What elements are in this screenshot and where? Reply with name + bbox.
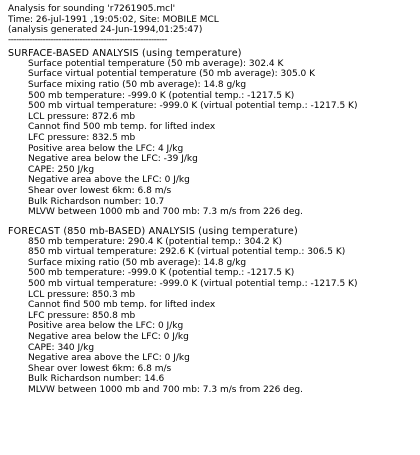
forecast-section-lines xyxy=(8,237,416,396)
surface-line: Shear over lowest 6km: 6.8 m/s xyxy=(28,185,172,196)
surface-line: 500 mb temperature: -999.0 K (potential temp.: -1217.5 K) xyxy=(28,90,295,101)
forecast-line: 500 mb virtual temperature: -999.0 K (virtual potential temp.: -1217.5 K) xyxy=(28,279,358,290)
surface-line: Positive area below the LFC: 4 J/kg xyxy=(28,143,184,154)
forecast-line: 500 mb temperature: -999.0 K (potential temp.: -1217.5 K) xyxy=(28,268,295,279)
analysis-generated-date: (analysis generated 24-Jun-1994,01:25:47) xyxy=(8,25,203,36)
surface-line: 500 mb virtual temperature: -999.0 K (virtual potential temp.: -1217.5 K) xyxy=(28,101,358,112)
forecast-section-title: FORECAST (850 mb-BASED) ANALYSIS (using temperature) xyxy=(8,225,298,237)
forecast-line: Positive area below the LFC: 0 J/kg xyxy=(28,321,184,332)
forecast-line: LCL pressure: 850.3 mb xyxy=(28,289,136,300)
forecast-line: Negative area below the LFC: 0 J/kg xyxy=(28,332,189,343)
surface-line: Surface virtual potential temperature (50 mb average): 305.0 K xyxy=(28,69,316,80)
surface-section-title: SURFACE-BASED ANALYSIS (using temperature) xyxy=(8,47,242,59)
surface-line: MLVW between 1000 mb and 700 mb: 7.3 m/s from 226 deg. xyxy=(28,207,303,218)
forecast-line: MLVW between 1000 mb and 700 mb: 7.3 m/s from 226 deg. xyxy=(28,385,303,395)
surface-line: LFC pressure: 832.5 mb xyxy=(28,132,136,143)
surface-line: Cannot find 500 mb temp. for lifted index xyxy=(28,122,216,133)
surface-line: Surface mixing ratio (50 mb average): 14.8 g/kg xyxy=(28,79,247,90)
surface-line: CAPE: 250 J/kg xyxy=(28,164,95,175)
surface-line: Bulk Richardson number: 10.7 xyxy=(28,196,165,207)
surface-line: Negative area below the LFC: -39 J/kg xyxy=(28,154,198,165)
sounding-time-site: Time: 26-jul-1991 ,19:05:02, Site: MOBILE MCL xyxy=(8,14,219,25)
forecast-line: Shear over lowest 6km: 6.8 m/s xyxy=(28,363,172,374)
analysis-document xyxy=(8,4,416,396)
forecast-line: LFC pressure: 850.8 mb xyxy=(28,310,136,321)
forecast-line: 850 mb virtual temperature: 292.6 K (virtual potential temp.: 306.5 K) xyxy=(28,247,346,258)
forecast-line: Bulk Richardson number: 14.6 xyxy=(28,374,165,385)
forecast-line: Cannot find 500 mb temp. for lifted index xyxy=(28,300,216,311)
forecast-line: CAPE: 340 J/kg xyxy=(28,342,95,353)
forecast-line: Surface mixing ratio (50 mb average): 14.8 g/kg xyxy=(28,257,247,268)
surface-line: Surface potential temperature (50 mb average): 302.4 K xyxy=(28,58,284,69)
forecast-line: 850 mb temperature: 290.4 K (potential temp.: 304.2 K) xyxy=(28,236,282,247)
surface-line: Negative area above the LFC: 0 J/kg xyxy=(28,175,190,186)
sounding-title: Analysis for sounding 'r7261905.mcl' xyxy=(8,4,176,14)
forecast-line: Negative area above the LFC: 0 J/kg xyxy=(28,353,190,364)
surface-line: LCL pressure: 872.6 mb xyxy=(28,111,136,122)
header-divider: ------------------------------------------------------------ xyxy=(8,35,167,44)
surface-section-lines xyxy=(8,59,416,218)
